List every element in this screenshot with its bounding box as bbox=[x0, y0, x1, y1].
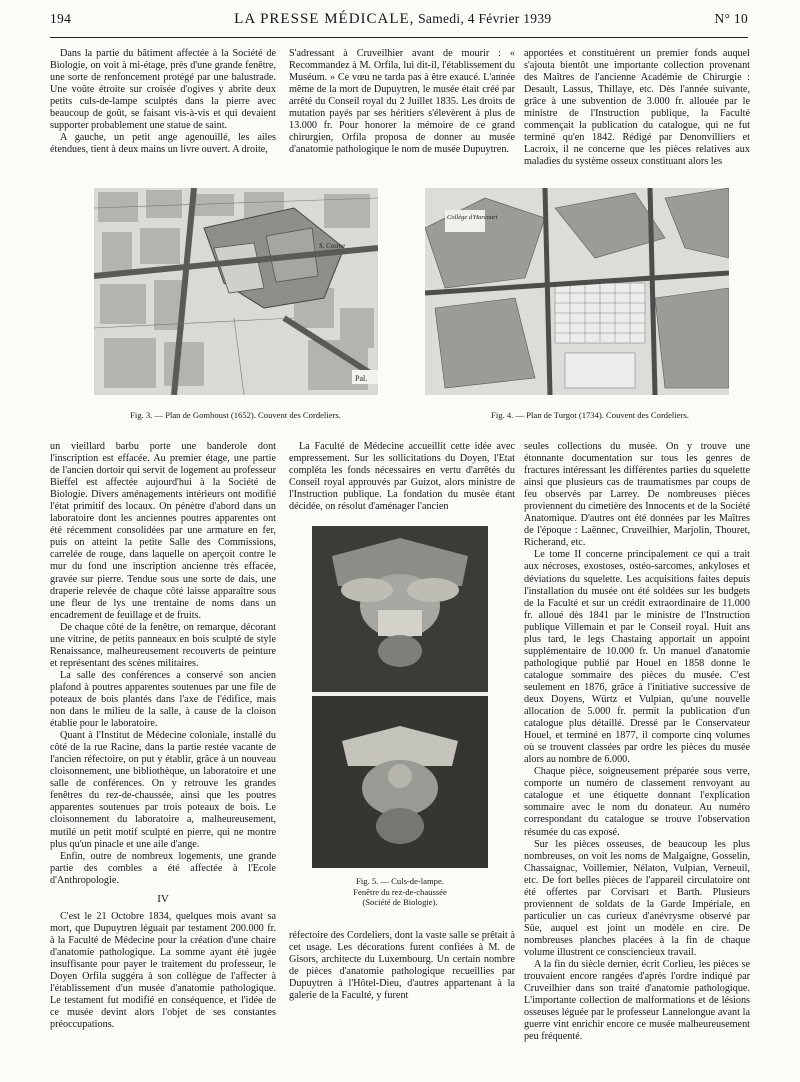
top-column-1 bbox=[50, 48, 276, 156]
top-column-2 bbox=[289, 48, 515, 156]
paragraph: seules collections du musée. On y trouve une étonnante documentation sur tous les genres de fractures intéressant les différentes parties du squelette ainsi que plusieurs cas de traumatismes par coups de feu observés par Larrey. De nombreuses pièces proviennent du cimetière des Innocents et de la Société Anatomique. D'autres ont été données par les Maîtres de l'époque : Laënnec, Cruveilhier, Marjolin, Thouret, Richerand, etc. bbox=[524, 441, 750, 549]
paragraph: A gauche, un petit ange agenouillé, les ailes étendues, tient à deux mains un livre ouvert. A droite, bbox=[50, 132, 276, 156]
figure-5-photo-culs-de-lampe bbox=[312, 526, 488, 868]
map-label: S. Cosme bbox=[319, 242, 346, 250]
map-label: Collège d'Harcourt bbox=[447, 214, 498, 221]
page-number: 194 bbox=[50, 11, 72, 26]
figure-4-map-turgot bbox=[425, 188, 729, 395]
paragraph: Sur les pièces osseuses, de beaucoup les plus nombreuses, on voit les noms de Malgaigne, Gosselin, Chassaignac, Voillemier, Nélaton, Vulpian, Verneuil, etc. De fort belles pièces de l'appareil circulatoire ont été offertes par Corvisart et Barth. Plusieurs proviennent de soldats de la Garde Impériale, en particulier un cas curieux d'anévrysme observé par Süe, auquel est joint un modèle en cire. De nombreuses planches placées à la fin de chaque volume illustrent ce consciencieux travail. bbox=[524, 838, 750, 958]
paragraph: C'est le 21 Octobre 1834, quelques mois avant sa mort, que Dupuytren léguait par testament 200.000 fr. à la Faculté de Médecine pour la création d'une chaire d'anatomie pathologique. La somme ayant été jugée insuffisante pour payer le traitement du professeur, le Doyen Orfila suggéra à son collègue de l'affecter à l'établissement d'un musée d'anatomie pathologique. Le testament fut modifié en conséquence, et l'idée de ce musée devint alors l'objet de ses constantes préoccupations. bbox=[50, 910, 276, 1031]
issue-number: N° 10 bbox=[714, 11, 748, 26]
journal-title: LA PRESSE MÉDICALE, Samedi, 4 Février 1939 bbox=[234, 10, 552, 27]
paragraph: La salle des conférences a conservé son ancien plafond à poutres apparentes soutenues par une file de poteaux de bois plantés dans l'axe de l'édifice, mais non dans le milieu de la salle, à cause de la cloison établie pour le laboratoire. bbox=[50, 669, 276, 730]
bottom-column-2-top bbox=[289, 441, 515, 513]
paragraph: De chaque côté de la fenêtre, on remarque, décorant une vitrine, de petits panneaux en bois sculpté de style Renaissance, malheureusement recouverts de peinture et représentant des scènes militaires. bbox=[50, 621, 276, 669]
section-heading: IV bbox=[157, 892, 169, 905]
figure-3-map-gomboust bbox=[94, 188, 378, 395]
paragraph: Quant à l'Institut de Médecine coloniale, installé du côté de la rue Racine, dans la partie restée vacante de l'ancien réfectoire, on put y établir, grâce à un nouveau cloisonnement, une bibliothèque, un laboratoire et une salle de conférences. On y retrouve les grandes fenêtres du rez-de-chaussée, ainsi que les poutres apparentes soutenues par trois poteaux de bois. Le cloisonnement du laboratoire a, malheureusement, mutilé un petit motif sculpté en pierre, qui ne montre plus qu'un pinacle et une aile d'ange. bbox=[50, 730, 276, 850]
paragraph: Dans la partie du bâtiment affectée à la Société de Biologie, on voit à mi-étage, près d'une grande fenêtre, une sorte de renfoncement protégé par une balustrade. Une voûte étroite sur croisée d'ogives y abrite deux petits culs-de-lampe sculptés dans la pierre avec beaucoup de goût, se faisant vis-à-vis et qui devaient supporter probablement une statue de saint. bbox=[50, 48, 276, 132]
figure-4-caption: Fig. 4. — Plan de Turgot (1734). Couvent des Cordeliers. bbox=[491, 410, 689, 420]
figure-5-caption bbox=[312, 876, 488, 908]
paragraph: Le tome II concerne principalement ce qui a trait aux nécroses, exostoses, ostéo-sarcomes, ankyloses et déviations du squelette. Les acquisitions faites depuis l'installation du musée ont été soldées sur les budgets de la Faculté et sur un crédit extraordinaire de 11.000 fr. alloué dès 1841 par le ministre de l'Instruction publique Villemain et par le Conseil royal. Huit ans plus tard, le legs Chastaing apportait un appoint supplémentaire de 10.000 fr. Un manuel d'anatomie pathologique publié par Houel en 1858 donne le catalogue sommaire des pièces du musée. C'est seulement en 1876, grâce à l'initiative successive de deux Doyens, Würtz et Vulpian, qu'une nouvelle allocation de 5.000 fr. permit la publication d'un catalogue plus détaillé. Dressé par le Conservateur Houel, et terminé en 1877, il comporte cinq volumes où se trouvent classées par ordre les pièces du musée alors au nombre de 6.000. bbox=[524, 549, 750, 766]
map-label: Pal. bbox=[355, 374, 368, 383]
figure-3-caption: Fig. 3. — Plan de Gomboust (1652). Couvent des Cordeliers. bbox=[130, 410, 341, 420]
caption-line: Fig. 5. — Culs-de-lampe. bbox=[356, 876, 444, 886]
caption-line: Fenêtre du rez-de-chaussée bbox=[353, 886, 447, 897]
paragraph: un vieillard barbu porte une banderole dont l'inscription est effacée. Au premier étage, une partie de l'ancien dortoir qui servit de logement au professeur Bieffel est affectée aujourd'hui à la Société de Biologie. Divers aménagements intérieurs ont modifié l'état primitif des locaux. On pénètre d'abord dans un laboratoire dont les anciennes poutres apparentes ont été récemment consolidées par une armature en fer, puis on atteint la petite Salle des Commissions, carrelée de rouge, dans laquelle on aperçoit contre le mur du fond une inscription ancienne très effacée, gravée sur pierre. Tendue sous une sorte de dais, une draperie relevée de chaque côté laisse apparaître sous une fleur de lys une trentaine de noms dans un encadrement de feuillage et de fruits. bbox=[50, 441, 276, 621]
paragraph: A la fin du siècle dernier, écrit Corlieu, les pièces se trouvaient encore rangées d'après l'ordre indiqué par Cruveilhier dans son traité d'anatomie pathologique. L'importante collection de malformations et de lésions osseuses léguée par le professeur Lannelongue avant la guerre vint enrichir encore ce musée malheureusement peu fréquenté. bbox=[524, 959, 750, 1043]
bottom-column-2-bottom bbox=[289, 930, 515, 1002]
issue-date: Samedi, 4 Février 1939 bbox=[418, 10, 552, 26]
bottom-column-1 bbox=[50, 441, 276, 1031]
paragraph: La Faculté de Médecine accueillit cette idée avec empressement. Sur les sollicitations du Doyen, l'Etat compléta les fonds nécessaires en vertu d'arrêtés du Conseil royal approuvés par Guizot, alors ministre de l'Instruction publique. La fondation du musée étant décidée, on résolut d'aménager l'ancien bbox=[289, 441, 515, 513]
paragraph: Chaque pièce, soigneusement préparée sous verre, comporte un numéro de classement renvoyant au catalogue et une étiquette donnant l'explication sommaire avec le nom du donateur. Au numéro correspondant du catalogue se trouve l'observation résumée du cas exposé. bbox=[524, 766, 750, 838]
page-header bbox=[50, 6, 748, 32]
paragraph: apportées et constituèrent un premier fonds auquel s'ajouta bientôt une importante collection provenant des Maîtres de l'ancienne Académie de Chirurgie : Desault, Lassus, Thillaye, etc. Dès l'année suivante, grâce à une subvention de 3.000 fr. allouée par le ministre de l'Instruction publique, la Faculté commençait la publication du catalogue, qui ne fut terminé qu'en 1842. Rédigé par Denonvilliers et Lacroix, il ne concerne que les pièces relatives aux maladies du système osseux constituant alors les bbox=[524, 48, 750, 168]
paragraph: S'adressant à Cruveilhier avant de mourir : « Recommandez à M. Orfila, lui dit-il, l'établissement du Muséum. » Ce vœu ne tarda pas à être exaucé. L'année même de la mort de Dupuytren, le musée était créé par arrêté du Conseil royal du 2 Juillet 1835. Les droits de mutation payés par ses héritiers s'élevèrent à plus de 13.000 fr. Pour honorer la mémoire de ce grand chirurgien, Orfila proposa de donner au musée d'anatomie pathologique le nom de musée Dupuytren. bbox=[289, 48, 515, 156]
bottom-column-3 bbox=[524, 441, 750, 1043]
header-rule bbox=[50, 37, 748, 38]
caption-line: (Société de Biologie). bbox=[362, 897, 438, 907]
paragraph: réfectoire des Cordeliers, dont la vaste salle se prêtait à cet usage. Les décorations furent confiées à M. de Gisors, architecte du Luxembourg. Un certain nombre de pièces d'anatomie pathologique recueillies par Dupuytren à l'Hôtel-Dieu, d'autres appartenant à la galerie de la Faculté, y furent bbox=[289, 930, 515, 1002]
paragraph: Enfin, outre de nombreux logements, une grande partie des combles a été affectée à l'Ecole d'Anthropologie. bbox=[50, 850, 276, 886]
top-column-3 bbox=[524, 48, 750, 168]
